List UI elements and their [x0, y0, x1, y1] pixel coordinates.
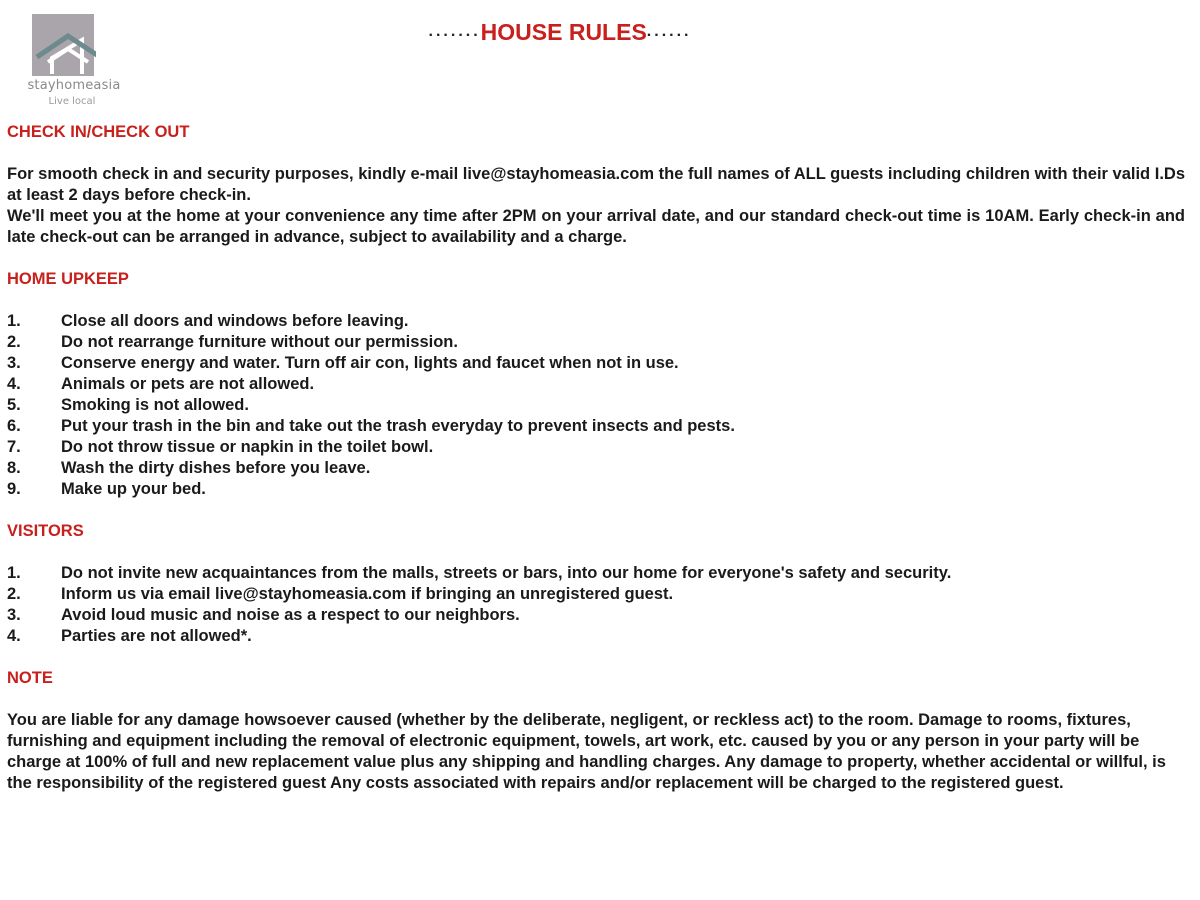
title-text: HOUSE RULES	[480, 19, 647, 45]
list-item: 6. Put your trash in the bin and take out the trash everyday to prevent insects and pests.	[7, 417, 735, 435]
page-title	[0, 19, 1120, 46]
logo-tagline: Live local	[48, 96, 96, 107]
logo-brand-accent: asia	[93, 78, 121, 93]
title-dots-right: ......	[646, 23, 692, 40]
list-item: 3. Conserve energy and water. Turn off air con, lights and faucet when not in use.	[7, 354, 679, 372]
list-item: 9. Make up your bed.	[7, 480, 206, 498]
visitors-list	[7, 563, 1185, 647]
checkin-paragraph-2: We'll meet you at the home at your convenience any time after 2PM on your arrival date, and our standard check-out time is 10AM. Early check-in and late check-out can be arranged in advance, subject to availability and a charge.	[7, 207, 1185, 246]
rules-content	[7, 122, 1185, 794]
list-item: 4. Animals or pets are not allowed.	[7, 375, 315, 393]
logo-brand-main: stayhome	[27, 78, 94, 93]
section-heading-visitors: VISITORS	[7, 522, 84, 540]
list-item: 1. Close all doors and windows before leaving.	[7, 312, 409, 330]
list-item: 4. Parties are not allowed*.	[7, 627, 252, 645]
list-item: 8. Wash the dirty dishes before you leave.	[7, 459, 371, 477]
upkeep-list	[7, 311, 1185, 500]
list-item: 5. Smoking is not allowed.	[7, 396, 249, 414]
note-paragraph: You are liable for any damage howsoever caused (whether by the deliberate, negligent, or reckless act) to the room. Damage to rooms, fixtures, furnishing and equipment including the removal of electronic equipment, towels, art work, etc. caused by you or any person in your party will be charge at 100% of full and new replacement value plus any shipping and handling charges. Any damage to property, whether accidental or willful, is the responsibility of the registered guest Any costs associated with repairs and/or replacement will be charged to the registered guest.	[7, 711, 1166, 792]
section-heading-checkin: CHECK IN/CHECK OUT	[7, 123, 190, 141]
list-item: 2. Do not rearrange furniture without our permission.	[7, 333, 458, 351]
list-item: 3. Avoid loud music and noise as a respect to our neighbors.	[7, 606, 520, 624]
title-dots-left: .......	[428, 23, 481, 40]
list-item: 1. Do not invite new acquaintances from the malls, streets or bars, into our home for everyone's safety and security.	[7, 564, 952, 582]
section-heading-upkeep: HOME UPKEEP	[7, 270, 129, 288]
section-heading-note: NOTE	[7, 669, 53, 687]
list-item: 2. Inform us via email live@stayhomeasia.com if bringing an unregistered guest.	[7, 585, 674, 603]
checkin-paragraph-1: For smooth check in and security purposes, kindly e-mail live@stayhomeasia.com the full names of ALL guests including children with their valid I.Ds at least 2 days before check-in.	[7, 165, 1185, 204]
list-item: 7. Do not throw tissue or napkin in the toilet bowl.	[7, 438, 434, 456]
logo-brand-text	[24, 78, 124, 93]
